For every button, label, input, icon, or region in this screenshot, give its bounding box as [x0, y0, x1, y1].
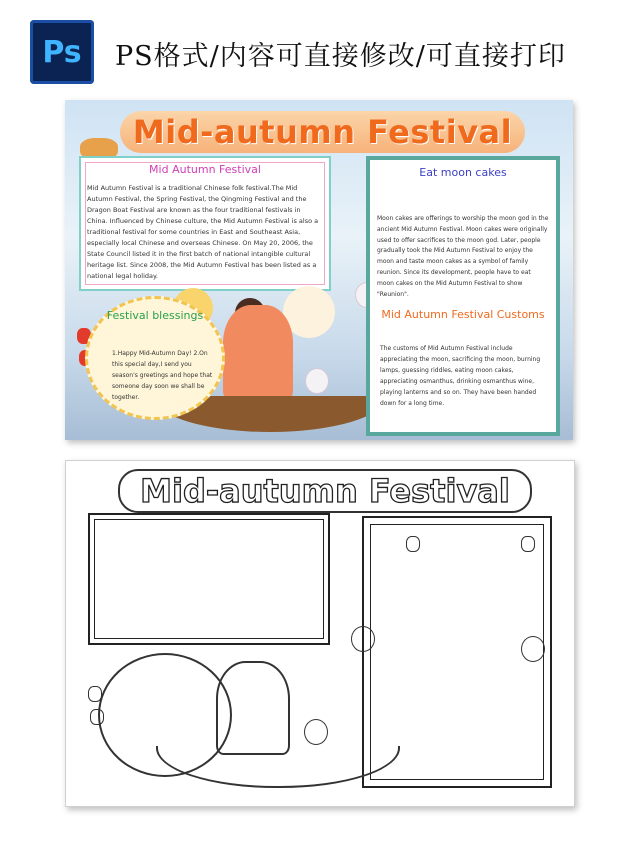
intro-panel [79, 156, 331, 291]
lineart-rabbit-icon [521, 636, 545, 662]
blessings-cloud [85, 296, 225, 420]
lineart-rabbit-icon [304, 719, 328, 745]
intro-heading: Mid Autumn Festival [149, 163, 261, 176]
mooncakes-body: Moon cakes are offerings to worship the moon god in the ancient Mid Autumn Festival. Moon cakes were originally used to offer sacrifices to the moon god. Later, people gradually took the Mid Autumn Festival to enjoy the moon and taste moon cakes as a symbol of family reunion. Since its development, people have to eat moon cakes on the Mid Autumn Festival to show "Reunion". [377, 215, 549, 298]
lineart-lantern-icon [88, 686, 102, 702]
lineart-title: Mid-autumn Festival [140, 472, 510, 510]
mooncakes-heading: Eat moon cakes [419, 166, 507, 179]
customs-heading: Mid Autumn Festival Customs [381, 308, 545, 321]
lineart-lantern-icon [406, 536, 420, 552]
page-title: PS格式/内容可直接修改/可直接打印 [115, 41, 566, 72]
info-panel [366, 156, 560, 436]
lineart-left-frame [88, 513, 330, 645]
lineart-poster [65, 460, 575, 807]
ps-badge-text: Ps [42, 34, 82, 70]
lineart-left-inner-frame [94, 519, 324, 639]
blessings-body: 1.Happy Mid-Autumn Day! 2.On this special day,I send you season's greetings and hope that someone day soon we shall be together. [112, 350, 213, 401]
poster-title-banner [120, 111, 525, 153]
color-poster [65, 100, 573, 440]
lineart-lantern-icon [90, 709, 104, 725]
customs-body: The customs of Mid Autumn Festival include appreciating the moon, sacrificing the moon, burning lamps, guessing riddles, eating moon cakes, appreciating osmanthus, drinking osmanthus wine, playing lanterns and so on. They have been handed down for a long time. [380, 345, 541, 407]
change-figure-icon [223, 305, 293, 400]
poster-title: Mid-autumn Festival [132, 113, 513, 151]
intro-body: Mid Autumn Festival is a traditional Chinese folk festival.The Mid Autumn Festival, the Spring Festival, the Qingming Festival and the Dragon Boat Festival are known as the four traditional festivals in China. Influenced by Chinese culture, the Mid Autumn Festival is also a traditional festival for some countries in East and Southeast Asia, especially local Chinese and overseas Chinese. On May 20, 2006, the State Council listed it in the first batch of national intangible cultural heritage list. Since 2008, the Mid Autumn Festival has been listed as a national legal holiday. [87, 184, 319, 280]
lineart-figure-outline [216, 661, 290, 755]
lineart-rabbit-icon [351, 626, 375, 652]
lineart-title-banner [118, 469, 532, 513]
rabbit-icon [305, 368, 329, 394]
blessings-heading: Festival blessings [106, 309, 204, 322]
photoshop-icon [30, 20, 94, 84]
lineart-right-inner-frame [370, 524, 544, 780]
lineart-lantern-icon [521, 536, 535, 552]
